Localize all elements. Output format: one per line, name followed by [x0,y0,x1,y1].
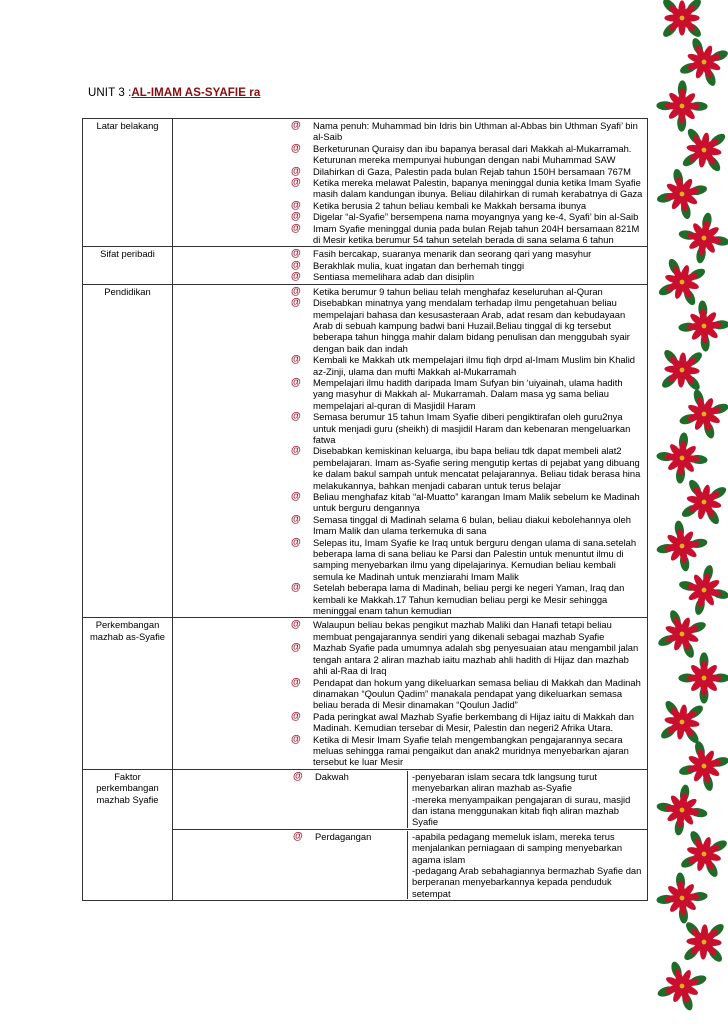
swirl-bullet-icon: @ [291,376,301,388]
swirl-bullet-icon: @ [291,619,301,631]
list-item [173,619,645,642]
factor-name: Perdagangan [315,831,408,899]
poinsettia-flower-icon [656,606,710,661]
list-item-text: Berketurunan Quraisy dan ibu bapanya berasal dari Makkah al-Mukarramah. Keturunan mereka mempunyai hubungan dengan nabi Muhammad SAW [313,142,632,166]
list-item [173,445,645,491]
list-item [173,642,645,676]
poinsettia-flower-icon [656,428,712,488]
swirl-bullet-icon: @ [291,513,301,525]
list-item-text: Ketika mereka melawat Palestin, bapanya meninggal dunia ketika Imam Syafie masih dalam kandungan ibunya. Beliau dilahirkan di rumah kerabatnya di Gaza [313,177,643,200]
swirl-bullet-icon: @ [291,222,301,234]
list-item [173,491,645,514]
swirl-bullet-icon: @ [291,142,301,154]
swirl-bullet-icon: @ [291,120,301,131]
section-content [173,618,648,769]
swirl-bullet-icon: @ [291,445,301,457]
list-item-text: Digelar “al-Syafie” bersempena nama moyangnya yang ke-4, Syafi’ bin al-Saib [313,211,639,223]
poinsettia-flower-icon [661,0,704,39]
list-item [173,377,645,411]
list-item [173,200,645,211]
factor-content [173,769,648,829]
bullet-cell [175,771,315,828]
list-item-text: Semasa berumur 15 tahun Imam Syafie diberi pengiktirafan oleh guru2nya untuk menjadi guru (sheikh) di masjidil Haram dan kebenaran mengeluarkan fatwa [313,411,631,445]
list-item-text: Setelah beberapa lama di Madinah, beliau pergi ke negeri Yaman, Iraq dan kembali ke Makkah.17 Tahun kemudian beliau pergi ke Mesir sehingga meninggal enam tahun kemudian [313,582,625,617]
section-row [83,284,648,618]
list-item-text: Dilahirkan di Gaza, Palestin pada bulan Rejab tahun 150H bersamaan 767M [313,165,631,177]
swirl-bullet-icon: @ [291,676,301,688]
section-content [173,119,648,247]
swirl-bullet-icon: @ [291,248,301,260]
unit-number: UNIT 3 : [88,87,132,99]
list-item-text: Pada peringkat awal Mazhab Syafie berkembang di Hijaz iaitu di Makkah dan Madinah. Kemudian tersebar di Mesir, Palestin dan negeri2 Afrika Utara. [313,710,635,734]
poinsettia-flower-icon [682,920,727,965]
list-item-text: Ketika berusia 2 tahun beliau kembali ke Makkah bersama ibunya [313,199,587,211]
poinsettia-flower-icon [656,516,712,575]
swirl-bullet-icon: @ [291,259,301,271]
list-item-text: Beliau menghafaz kitab “al-Muatto” karangan Imam Malik sebelum ke Madinah untuk berguru dengannya [313,491,640,514]
list-item-text: Disebabkan kemiskinan keluarga, ibu bapa beliau tdk dapat membeli alat2 pembelajaran. Imam as-Syafie sering mengutip kertas di pejabat yang dibuang ke dalam bakul sampah untuk mencatat pelajarannya. Beliau tidak berasa hina melakukannya, bahkan menjadi cabaran untuk terus belajar [313,445,641,491]
section-row [83,618,648,769]
section-content [173,247,648,284]
poinsettia-flower-icon [674,208,728,267]
unit-title: AL-IMAM AS-SYAFIE ra [131,87,261,99]
poinsettia-flower-icon [658,698,706,746]
list-item [173,286,645,297]
list-item-text: Selepas itu, Imam Syafie ke Iraq untuk berguru dengan ulama di sana.setelah beberapa lama di sana beliau ke Parsi dan Palestin untuk menuntut ilmu di samping menyebarkan ilmu yang dipelajarinya. Kemudian beliau kembali semula ke Madinah untuk menziarahi Imam Malik [313,536,637,582]
list-item [173,537,645,583]
factor-description [408,831,646,899]
unit-heading [88,87,260,99]
swirl-bullet-icon: @ [291,211,301,223]
list-item-text: Ketika di Mesir Imam Syafie telah mengembangkan pengajarannya secara meluas sehingga ramai pengaikut dan anak2 muridnya menyebarkan ajaran tersebut ke luar Mesir [313,733,629,768]
factor-line [175,771,645,828]
list-item-text: Semasa tinggal di Madinah selama 6 bulan, beliau diakui kebolehannya oleh Imam Malik dan ulama terkemuka di sana [313,513,631,537]
swirl-bullet-icon: @ [291,297,301,309]
section-label: Sifat peribadi [83,247,173,284]
section-row [83,119,648,247]
swirl-bullet-icon: @ [291,733,301,745]
poinsettia-flower-icon [674,296,728,356]
list-item-text: Sentiasa memelihara adab dan disiplin [313,271,475,283]
list-item [173,582,645,616]
poinsettia-flower-icon [656,868,712,928]
swirl-bullet-icon: @ [291,271,301,283]
factor-line [175,831,645,899]
swirl-bullet-icon: @ [291,199,301,211]
list-item [173,711,645,734]
list-item-text: Berakhlak mulia, kuat ingatan dan berhemah tinggi [313,259,525,271]
list-item-text: Imam Syafie meninggal dunia pada bulan Rejab tahun 204H bersamaan 821M di Mesir ketika berumur 54 tahun setelah berada di sana selama 6 tahun [313,222,640,246]
factor-point: -mereka menyampaikan pengajaran di surau, masjid dan istana menggunakan kitab fiqh aliran mazhab Syafie [412,793,631,828]
swirl-bullet-icon: @ [293,770,303,782]
poinsettia-flower-icon [656,76,712,136]
swirl-bullet-icon: @ [291,491,301,502]
factor-row [83,769,648,829]
bullet-list [173,619,645,767]
list-item [173,271,645,282]
factor-table [175,831,645,899]
factor-description [408,771,646,828]
list-item [173,297,645,354]
list-item [173,354,645,377]
list-item [173,166,645,177]
factor-name: Dakwah [315,771,408,828]
list-item-text: Pendapat dan hokum yang dikeluarkan semasa beliau di Makkah dan Madinah dinamakan “Qoulun Qadim” manakala pendapat yang dikeluarkan semasa beliau berada di Mesir dinamakan “Qoulun Jadid” [313,676,641,711]
section-content [173,284,648,618]
bullet-cell [175,831,315,899]
list-item [173,143,645,166]
section-row [83,247,648,284]
swirl-bullet-icon: @ [291,354,301,366]
swirl-bullet-icon: @ [291,165,301,177]
poinsettia-flower-icon [677,827,728,880]
swirl-bullet-icon: @ [291,582,301,594]
swirl-bullet-icon: @ [291,710,301,722]
list-item-text: Mempelajari ilmu hadith daripada Imam Sufyan bin ‘uiyainah, ulama hadith yang masyhur di Makkah al- Mukarramah. Dalam masa yg sama beliau mempelajari al-quran di Masjidil Haram [313,376,623,411]
poinsettia-flower-icon [656,165,711,224]
factor-point: -pedagang Arab sebahagiannya bermazhab Syafie dan berperanan menyebarkannya kepada penduduk setempat [412,865,642,899]
list-item [173,411,645,445]
swirl-bullet-icon: @ [291,177,301,189]
list-item [173,120,645,143]
poinsettia-flower-icon [656,958,710,1015]
factor-point: -penyebaran islam secara tdk langsung turut menyebarkan aliran mazhab as-Syafie [412,770,598,794]
section-label: Faktor perkembangan mazhab Syafie [83,769,173,900]
list-item [173,260,645,271]
list-item [173,677,645,711]
poinsettia-flower-icon [680,126,728,175]
factor-table [175,771,645,828]
list-item [173,177,645,200]
section-label: Latar belakang [83,119,173,247]
swirl-bullet-icon: @ [293,830,303,842]
swirl-bullet-icon: @ [291,642,301,654]
swirl-bullet-icon: @ [291,411,301,423]
list-item-text: Nama penuh: Muhammad bin Idris bin Uthman al-Abbas bin Uthman Syafi’ bin al-Saib [313,120,638,143]
factor-point: -apabila pedagang memeluk islam, mereka terus menjalankan perniagaan di samping menyebarkan agama islam [412,830,623,865]
bullet-list [173,286,645,617]
poinsettia-flower-icon [656,780,712,839]
list-item-text: Mazhab Syafie pada umumnya adalah sbg penyesuaian atau mengambil jalan tengah antara 2 aliran mazhab iaitu mazhab ahli hadith di Hijaz dan mazhab ahli al-Raa di Iraq [313,642,639,677]
poinsettia-flower-icon [659,347,704,392]
list-item-text: Kembali ke Makkah utk mempelajari ilmu fiqh drpd al-Imam Muslim bin Khalid az-Zinji, ulama dan mufti Makkah al-Mukarramah [313,354,635,377]
poinsettia-flower-icon [678,476,728,527]
poinsettia-flower-icon [656,255,709,309]
swirl-bullet-icon: @ [291,285,301,297]
section-label: Pendidikan [83,284,173,618]
bullet-list [173,120,645,245]
poinsettia-border [656,0,728,1030]
list-item [173,734,645,768]
bullet-list [173,248,645,282]
list-item-text: Fasih bercakap, suaranya menarik dan seorang qari yang masyhur [313,248,592,260]
section-label: Perkembangan mazhab as-Syafie [83,618,173,769]
list-item-text: Ketika berumur 9 tahun beliau telah menghafaz keseluruhan al-Quran [313,285,603,297]
list-item [173,223,645,246]
poinsettia-flower-icon [674,648,728,708]
list-item-text: Disebabkan minatnya yang mendalam terhadap ilmu pengetahuan beliau mempelajari bahasa dan kesusasteraan Arab, adat resam dan kebudayaan Arab di sebuah kampung badwi bani Huzail.Beliau tinggal di kg tersebut beberapa tahun hingga mahir dalam bidang penulisan dan menggubah syair dengan baik dan indah [313,297,630,354]
list-item [173,248,645,259]
list-item [173,514,645,537]
content-table [82,118,648,901]
list-item-text: Walaupun beliau bekas pengikut mazhab Maliki dan Hanafi tetapi beliau membuat pengajarannya sendiri yang dikenali sebagai mazhab Syafie [313,619,612,642]
list-item [173,211,645,222]
factor-content [173,829,648,900]
swirl-bullet-icon: @ [291,536,301,548]
